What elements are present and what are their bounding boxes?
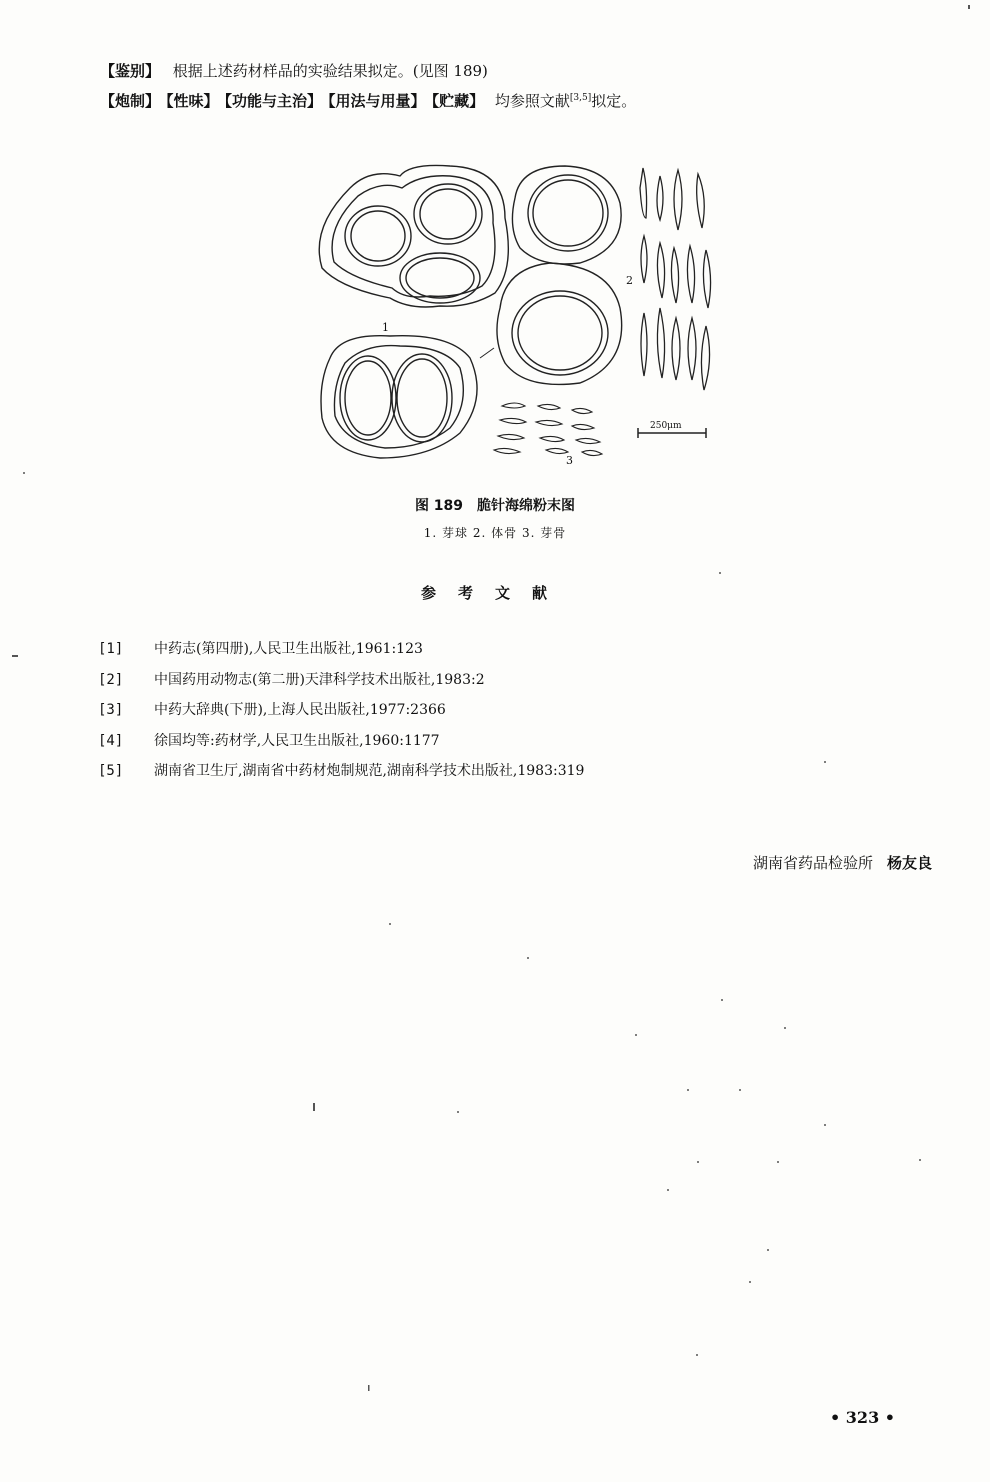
section-tag: 【贮藏】 (431, 92, 485, 110)
identification-text: 根据上述药材样品的实验结果拟定。(见图 189) (172, 62, 488, 80)
references-title: 参考文献 (420, 584, 569, 602)
reference-number: [5] (98, 763, 124, 779)
processing-text-end: 拟定。 (591, 92, 637, 110)
reference-text: 中药志(第四册),人民卫生出版社,1961:123 (154, 641, 423, 657)
figure-label-3: 3 (566, 454, 573, 467)
section-tag: 【性味】 (166, 92, 219, 110)
section-tag: 【功能与主治】 (224, 92, 323, 110)
reference-text: 中药大辞典(下册),上海人民出版社,1977:2366 (154, 702, 446, 718)
figure-label-1: 1 (382, 321, 389, 334)
section-tag: 【用法与用量】 (328, 92, 426, 110)
reference-number: [2] (98, 671, 124, 688)
processing-text: 均参照文献 (494, 92, 570, 110)
author-affiliation: 湖南省药品检验所 (752, 854, 873, 872)
figure-title: 脆针海绵粉末图 (477, 498, 576, 514)
scale-label: 250μm (650, 421, 682, 431)
reference-number: [4] (98, 732, 124, 749)
citation-superscript: [3,5] (569, 93, 592, 103)
reference-number: [3] (98, 702, 124, 718)
reference-number: [1] (98, 641, 124, 657)
identification-label: 【鉴别】 (100, 62, 161, 80)
reference-text: 中国药用动物志(第二册)天津科学技术出版社,1983:2 (154, 671, 485, 688)
reference-text: 湖南省卫生厅,湖南省中药材炮制规范,湖南科学技术出版社,1983:319 (154, 763, 585, 779)
page-number: • 323 • (830, 1408, 895, 1427)
author-name: 杨友良 (886, 854, 932, 872)
figure-legend: 1. 芽球 2. 体骨 3. 芽骨 (423, 526, 567, 540)
figure-label-2: 2 (626, 274, 633, 287)
reference-text: 徐国均等:药材学,人民卫生出版社,1960:1177 (154, 732, 440, 749)
section-tag: 【炮制】 (100, 92, 161, 110)
figure-number: 图 189 (414, 498, 464, 514)
